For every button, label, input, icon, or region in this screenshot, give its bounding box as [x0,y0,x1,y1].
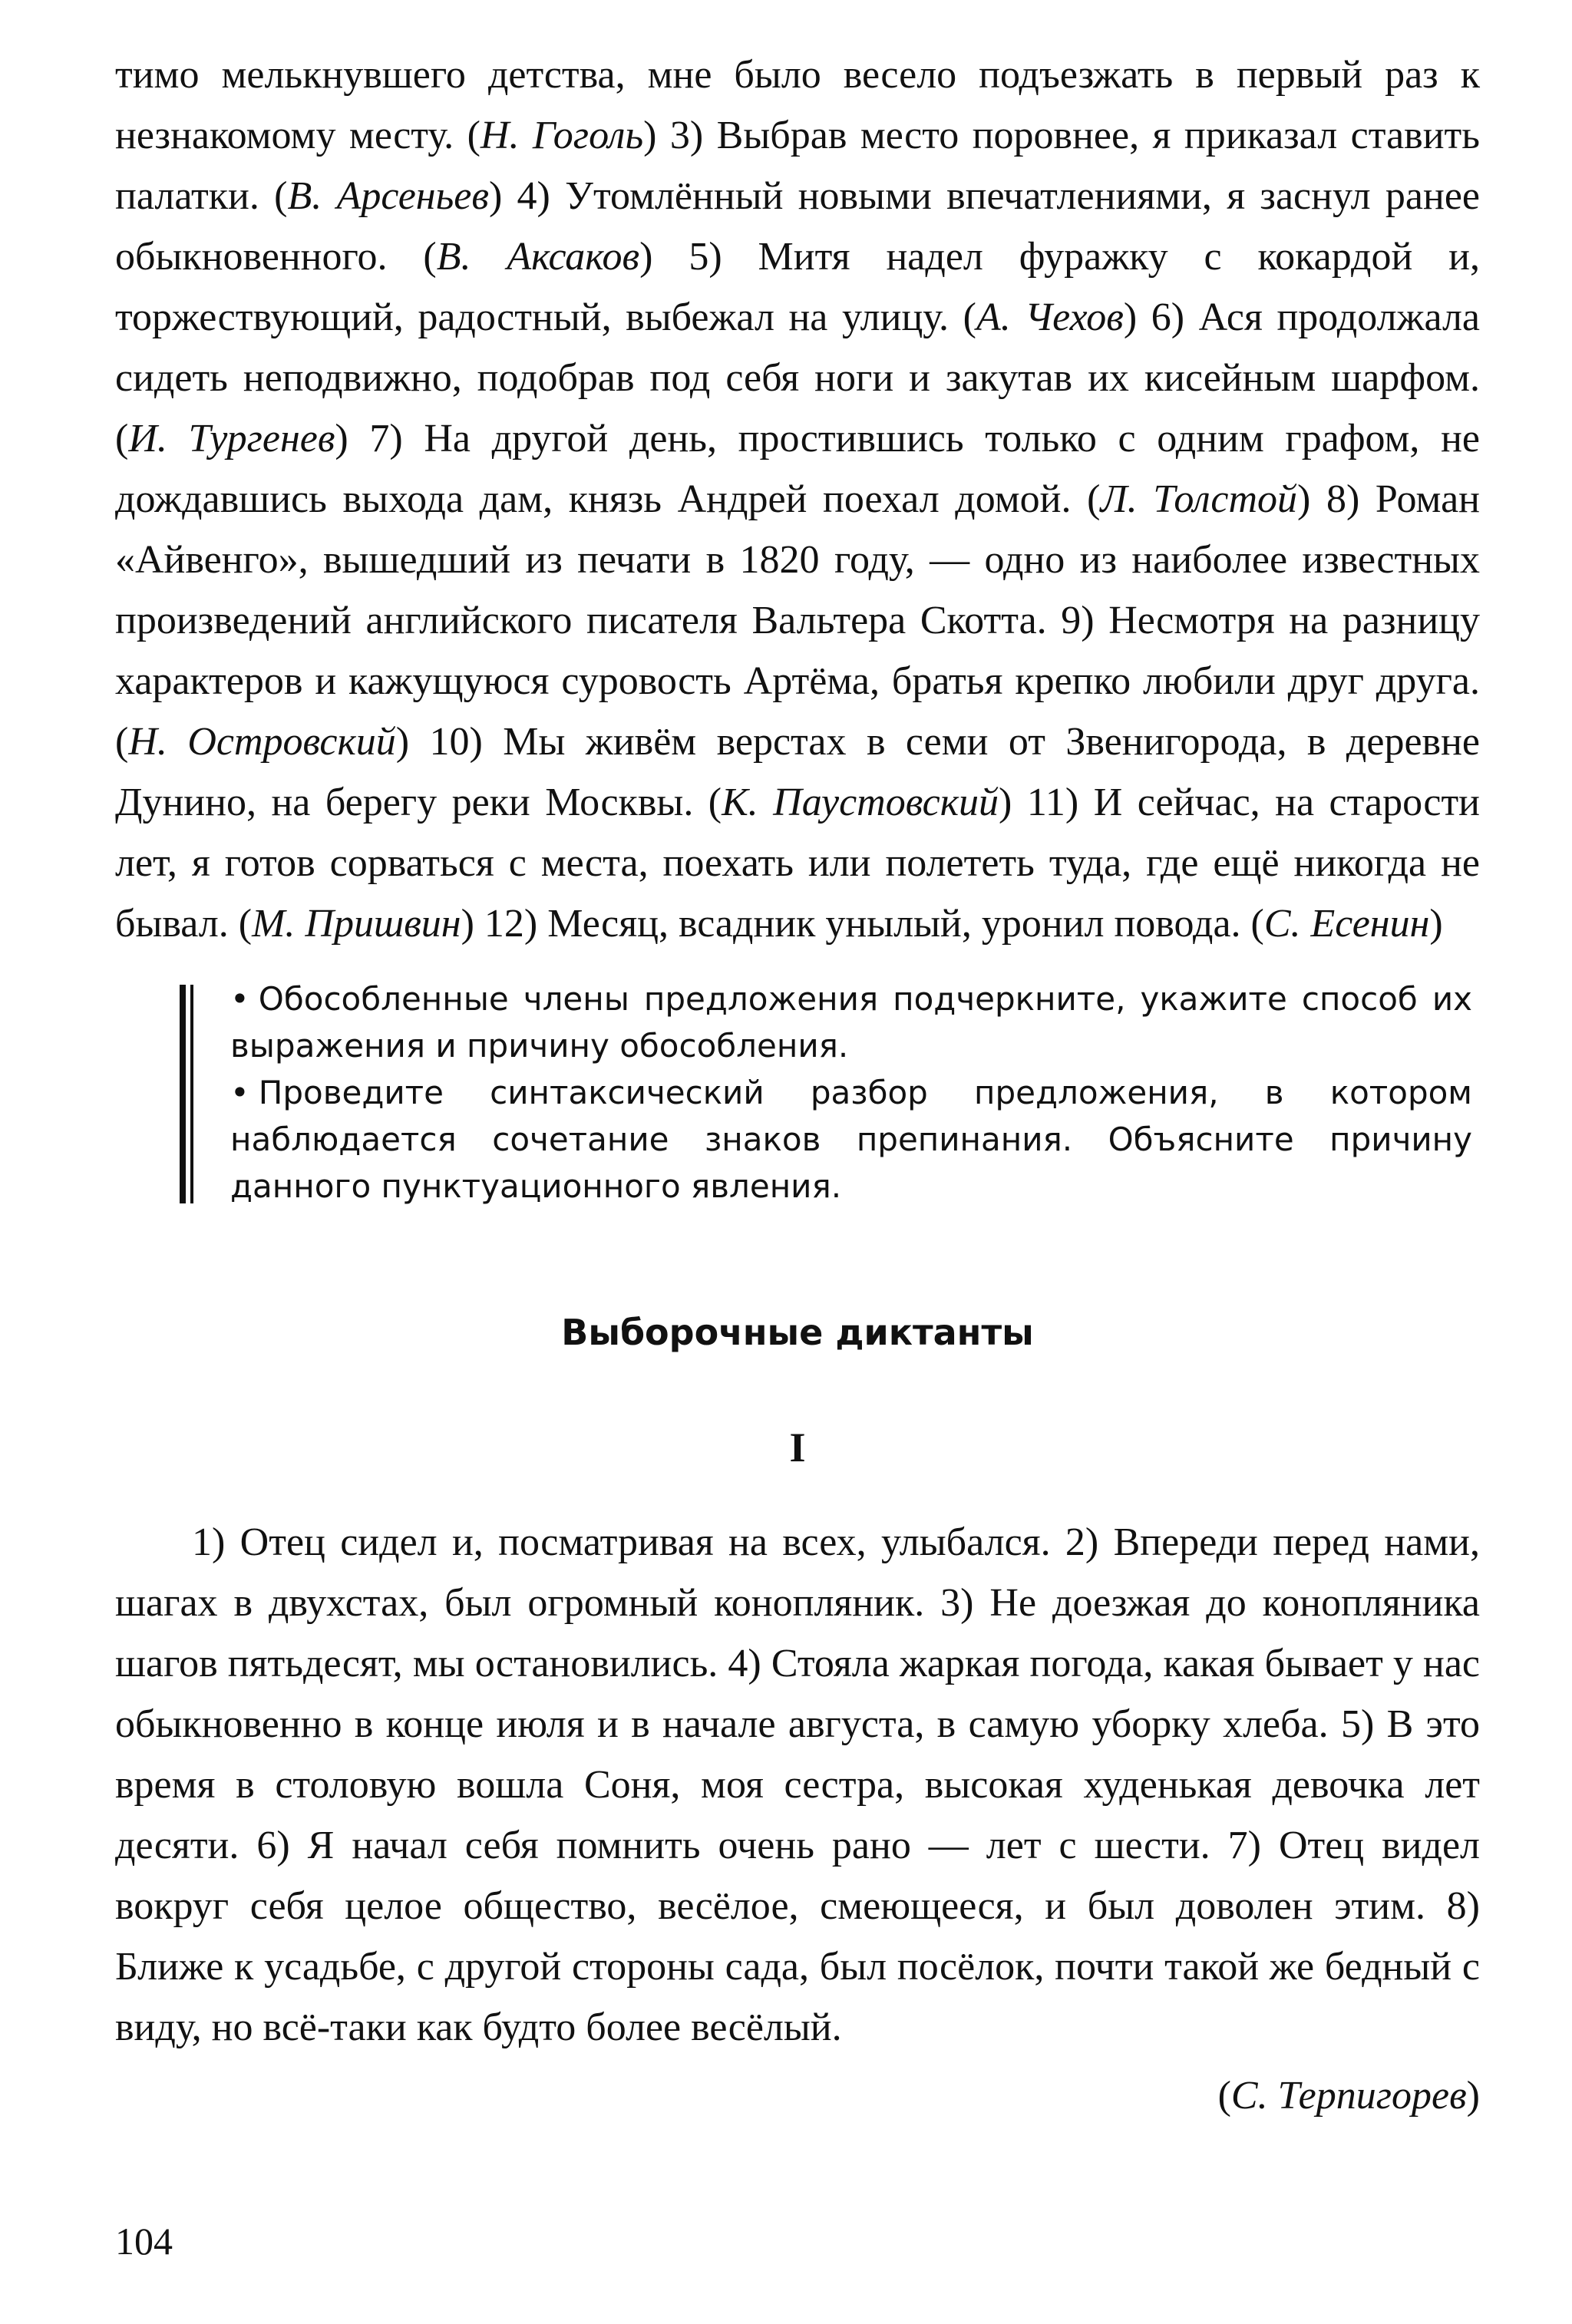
text-segment: ) 5) Митя надел фуражку с кокардой и, торжествующий, радостный, выбежал на улицу. ( [115,235,1481,339]
page-content [115,45,1480,2126]
text-segment: ) 8) Роман «Айвенго», вышедший из печати в 1820 году, — одно из наиболее известных произведений английского писателя Вальтера Скотта. 9) Несмотря на разницу характеров и кажущуюся суровость Артёма, братья крепко любили друг друга. ( [115,477,1480,764]
task-margin-bar [180,985,193,1203]
author-citation: А. Чехов [976,295,1124,339]
source-author: С. Терпигорев [1230,2074,1467,2118]
author-citation: М. Пришвин [252,902,461,946]
exercise-number: I [789,1424,806,1471]
task-item: • Проведите синтаксический разбор предложения, в котором наблюдается сочетание знаков препинания. Объясните причину данного пунктуационного явления. [230,1069,1472,1210]
source-open-paren: ( [1217,2074,1231,2118]
dictation-text: 1) Отец сидел и, посматривая на всех, улыбался. 2) Впереди перед нами, шагах в двухстах, был огромный конопляник. 3) Не доезжая до конопляника шагов пятьдесят, мы остановились. 4) Стояла жаркая погода, какая бывает у нас обыкновенно в конце июля и в начале августа, в самую уборку хлеба. 5) В это время в столовую вошла Соня, моя сестра, высокая худенькая девочка лет десяти. 6) Я начал себя помнить очень рано — лет с шести. 7) Отец видел вокруг себя целое общество, весёлое, смеющееся, и был доволен этим. 8) Ближе к усадьбе, с другой стороны сада, был посёлок, почти такой же бедный с виду, но всё-таки как будто более весёлый. [115,1520,1480,2049]
section-title: Выборочные диктанты [561,1312,1034,1353]
author-citation: В. Аксаков [436,235,640,279]
text-segment: ) [1429,902,1443,946]
author-citation: Н. Островский [128,720,396,764]
page-number: 104 [115,2220,173,2263]
text-segment: тимо мелькнувшего детства, мне было весело подъезжать в первый раз к незнакомому месту. ( [115,53,1480,157]
text-segment: ) 4) Утомлённый новыми впечатлениями, я заснул ранее обыкновенного. ( [115,174,1480,279]
task-box [115,975,1480,1210]
task-list [161,975,1472,1210]
author-citation: К. Паустовский [722,781,999,824]
text-segment: ) 10) Мы живём верстах в семи от Звенигорода, в деревне Дунино, на берегу реки Москвы. ( [115,720,1480,824]
source-close-paren: ) [1466,2074,1480,2118]
author-citation: Л. Толстой [1100,477,1297,521]
text-segment: ) 3) Выбрав место поровнее, я приказал ставить палатки. ( [115,114,1480,218]
author-citation: С. Есенин [1263,902,1430,946]
author-citation: Н. Гоголь [480,114,644,157]
text-segment: ) 6) Ася продолжала сидеть неподвижно, подобрав под себя ноги и закутав их кисейным шарфом. ( [115,295,1481,461]
text-segment: ) 11) И сейчас, на старости лет, я готов сорваться с места, поехать или полететь туда, где ещё никогда не бывал. ( [115,781,1480,946]
continuation-text [115,45,1480,954]
text-segment: ) 7) На другой день, простившись только с одним графом, не дождавшись выхода дам, князь Андрей поехал домой. ( [115,417,1480,521]
task-item: • Обособленные члены предложения подчеркните, укажите способ их выражения и причину обособления. [230,975,1472,1069]
author-citation: И. Тургенев [128,417,335,461]
author-citation: В. Арсеньев [287,174,489,218]
text-segment: ) 12) Месяц, всадник унылый, уронил повода. ( [461,902,1264,946]
source-attribution [115,2065,1480,2126]
